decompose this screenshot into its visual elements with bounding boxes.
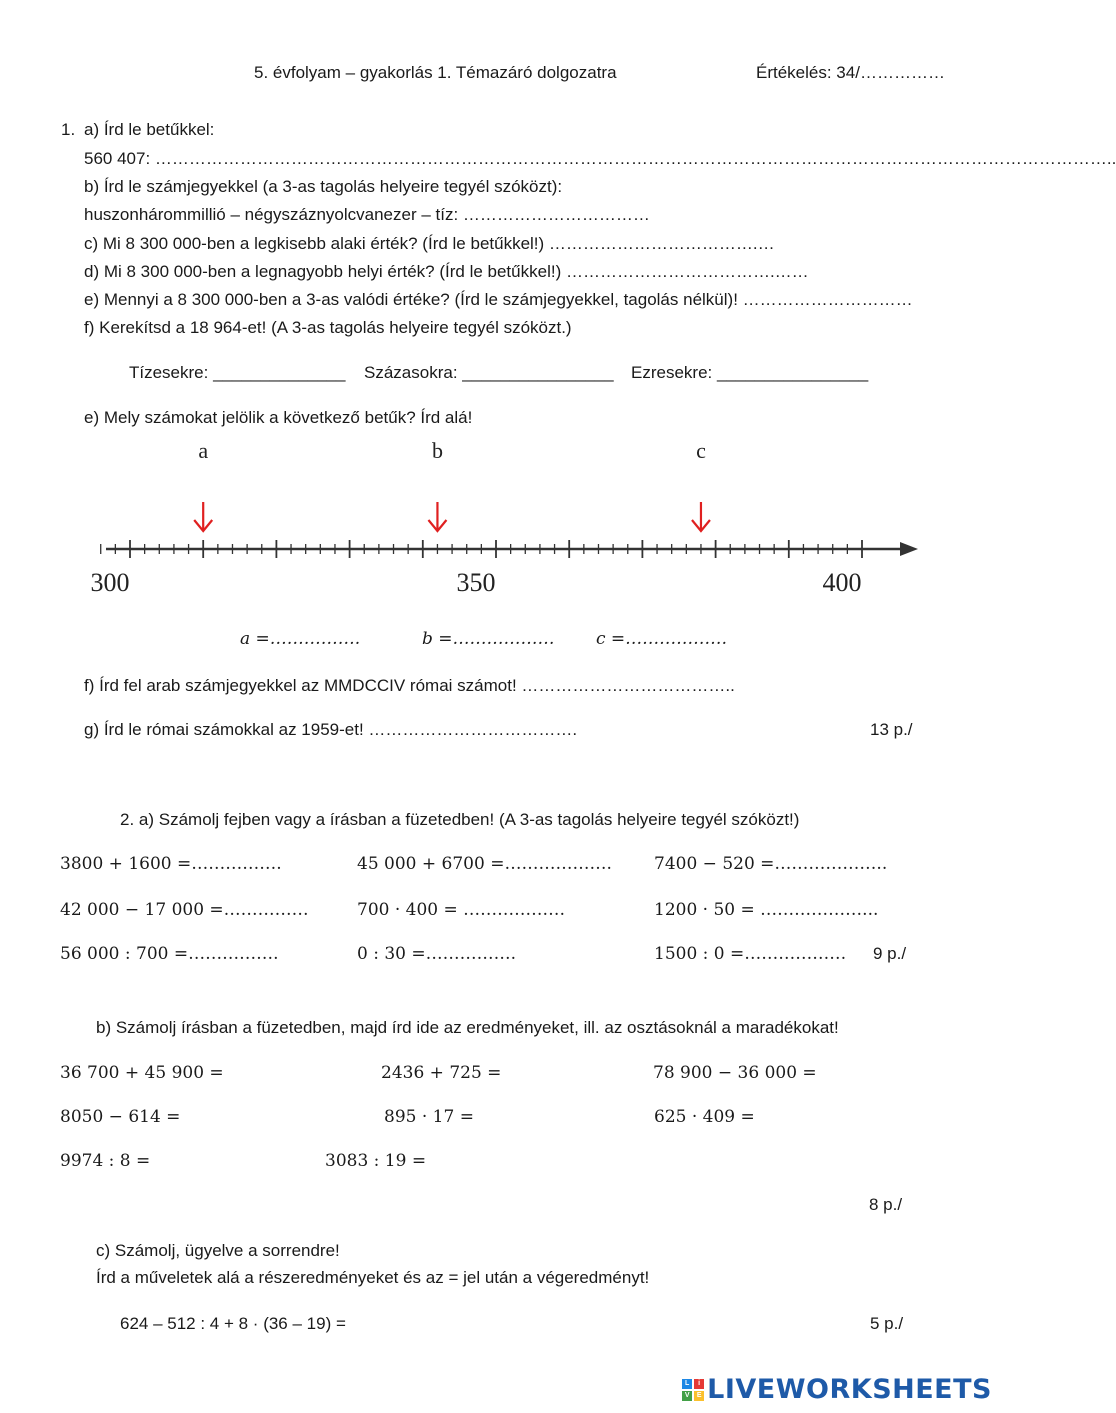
task1b-answer-line[interactable]: huszonhárommillió – négyszáznyolcvanezer – tíz: ……………………………: [84, 205, 650, 224]
task2a-points: 9 p./: [873, 944, 907, 963]
task2a-title: 2. a) Számolj fejben vagy a írásban a füzetedben! (A 3-as tagolás helyeire tegyél szóközt!): [120, 810, 800, 829]
calc-2a-r3c3[interactable]: 1500 : 0 =………………: [654, 944, 847, 964]
logo-boxes-icon: [682, 1379, 704, 1401]
task1a-label: a) Írd le betűkkel:: [84, 120, 215, 139]
task1e-question[interactable]: e) Mennyi a 8 300 000-ben a 3-as valódi értéke? (Írd le számjegyekkel, tagolás nélkül)! …………………………: [84, 290, 913, 309]
calc-2b-r2c3[interactable]: 625 · 409 =: [654, 1107, 755, 1127]
calc-2b-r2c1[interactable]: 8050 − 614 =: [60, 1107, 181, 1127]
round-tens-field[interactable]: Tízesekre: ______________: [129, 363, 346, 382]
calc-2a-r2c3[interactable]: 1200 · 50 = ………………...: [654, 900, 879, 920]
calc-2a-r3c1[interactable]: 56 000 : 700 =…………….: [60, 944, 279, 964]
calc-2a-r2c2[interactable]: 700 · 400 = ………………: [357, 900, 566, 920]
calc-2b-r1c2[interactable]: 2436 + 725 =: [381, 1063, 502, 1083]
task1c-question[interactable]: c) Mi 8 300 000-ben a legkisebb alaki érték? (Írd le betűkkel!) ……………………………….…: [84, 234, 775, 253]
task1f2-question[interactable]: f) Írd fel arab számjegyekkel az MMDCCIV római számot! ………………………………..: [84, 676, 735, 695]
task1f-question: f) Kerekítsd a 18 964-et! (A 3-as tagolás helyeire tegyél szóközt.): [84, 318, 572, 337]
calc-2a-r1c2[interactable]: 45 000 + 6700 =……………….: [357, 854, 612, 874]
logo-box-e: E: [694, 1391, 704, 1401]
marker-letter-b: b: [431, 438, 443, 463]
calc-2a-r2c1[interactable]: 42 000 − 17 000 =……………: [60, 900, 309, 920]
task2c-points: 5 p./: [870, 1314, 904, 1333]
number-line-svg: [0, 430, 1000, 610]
axis-label: 400: [822, 568, 862, 597]
score-field[interactable]: Értékelés: 34/……………: [756, 63, 945, 82]
task2c-title: c) Számolj, ügyelve a sorrendre!: [96, 1241, 340, 1260]
axis-label: 300: [90, 568, 130, 597]
axis-label: 350: [456, 568, 496, 597]
task2b-points: 8 p./: [869, 1195, 903, 1214]
calc-2b-r3c2[interactable]: 3083 : 19 =: [325, 1151, 427, 1171]
calc-2b-r1c1[interactable]: 36 700 + 45 900 =: [60, 1063, 224, 1083]
task1e2-question: e) Mely számokat jelölik a következő betűk? Írd alá!: [84, 408, 473, 427]
task1d-question[interactable]: d) Mi 8 300 000-ben a legnagyobb helyi érték? (Írd le betűkkel!) ……………………………….……: [84, 262, 809, 281]
logo-box-v: V: [682, 1391, 692, 1401]
task1a-answer-line[interactable]: 560 407: ……………………………………………………………………………………………………………………………………………………..: [84, 149, 1116, 168]
logo-box-i: i: [694, 1379, 704, 1389]
calc-2b-r1c3[interactable]: 78 900 − 36 000 =: [653, 1063, 817, 1083]
round-thousands-field[interactable]: Ezresekre: ________________: [631, 363, 869, 382]
calc-2a-r1c1[interactable]: 3800 + 1600 =…………….: [60, 854, 282, 874]
calc-2b-r3c1[interactable]: 9974 : 8 =: [60, 1151, 151, 1171]
axis-arrow-icon: [900, 542, 918, 556]
logo-box-l: L: [682, 1379, 692, 1389]
task1g-question[interactable]: g) Írd le római számokkal az 1959-et! ……………………………….: [84, 720, 578, 739]
logo-text: LIVEWORKSHEETS: [707, 1374, 992, 1405]
calc-2b-r2c2[interactable]: 895 · 17 =: [384, 1107, 474, 1127]
liveworksheets-logo: [682, 1374, 992, 1405]
marker-letter-a: a: [198, 438, 209, 463]
header-title: 5. évfolyam – gyakorlás 1. Témazáró dolgozatra: [254, 63, 617, 82]
task2b-title: b) Számolj írásban a füzetedben, majd írd ide az eredményeket, ill. az osztásoknál a maradékokat!: [96, 1018, 839, 1037]
task1-points: 13 p./: [870, 720, 913, 739]
marker-letter-c: c: [696, 438, 706, 463]
task1-number: 1.: [61, 120, 76, 139]
task1b-label: b) Írd le számjegyekkel (a 3-as tagolás helyeire tegyél szóközt):: [84, 177, 563, 196]
task2c-expression[interactable]: 624 – 512 : 4 + 8 · (36 – 19) =: [120, 1314, 346, 1333]
round-hundreds-field[interactable]: Százasokra: ________________: [364, 363, 614, 382]
calc-2a-r1c3[interactable]: 7400 − 520 =………………..: [654, 854, 888, 874]
answer-b-field[interactable]: b =………………: [422, 629, 555, 649]
answer-a-field[interactable]: a =…………….: [240, 629, 361, 649]
task2c-instruction: Írd a műveletek alá a részeredményeket és az = jel után a végeredményt!: [96, 1268, 650, 1287]
number-line: [0, 430, 1000, 610]
calc-2a-r3c2[interactable]: 0 : 30 =…………….: [357, 944, 517, 964]
answer-c-field[interactable]: c =………………: [596, 629, 728, 649]
